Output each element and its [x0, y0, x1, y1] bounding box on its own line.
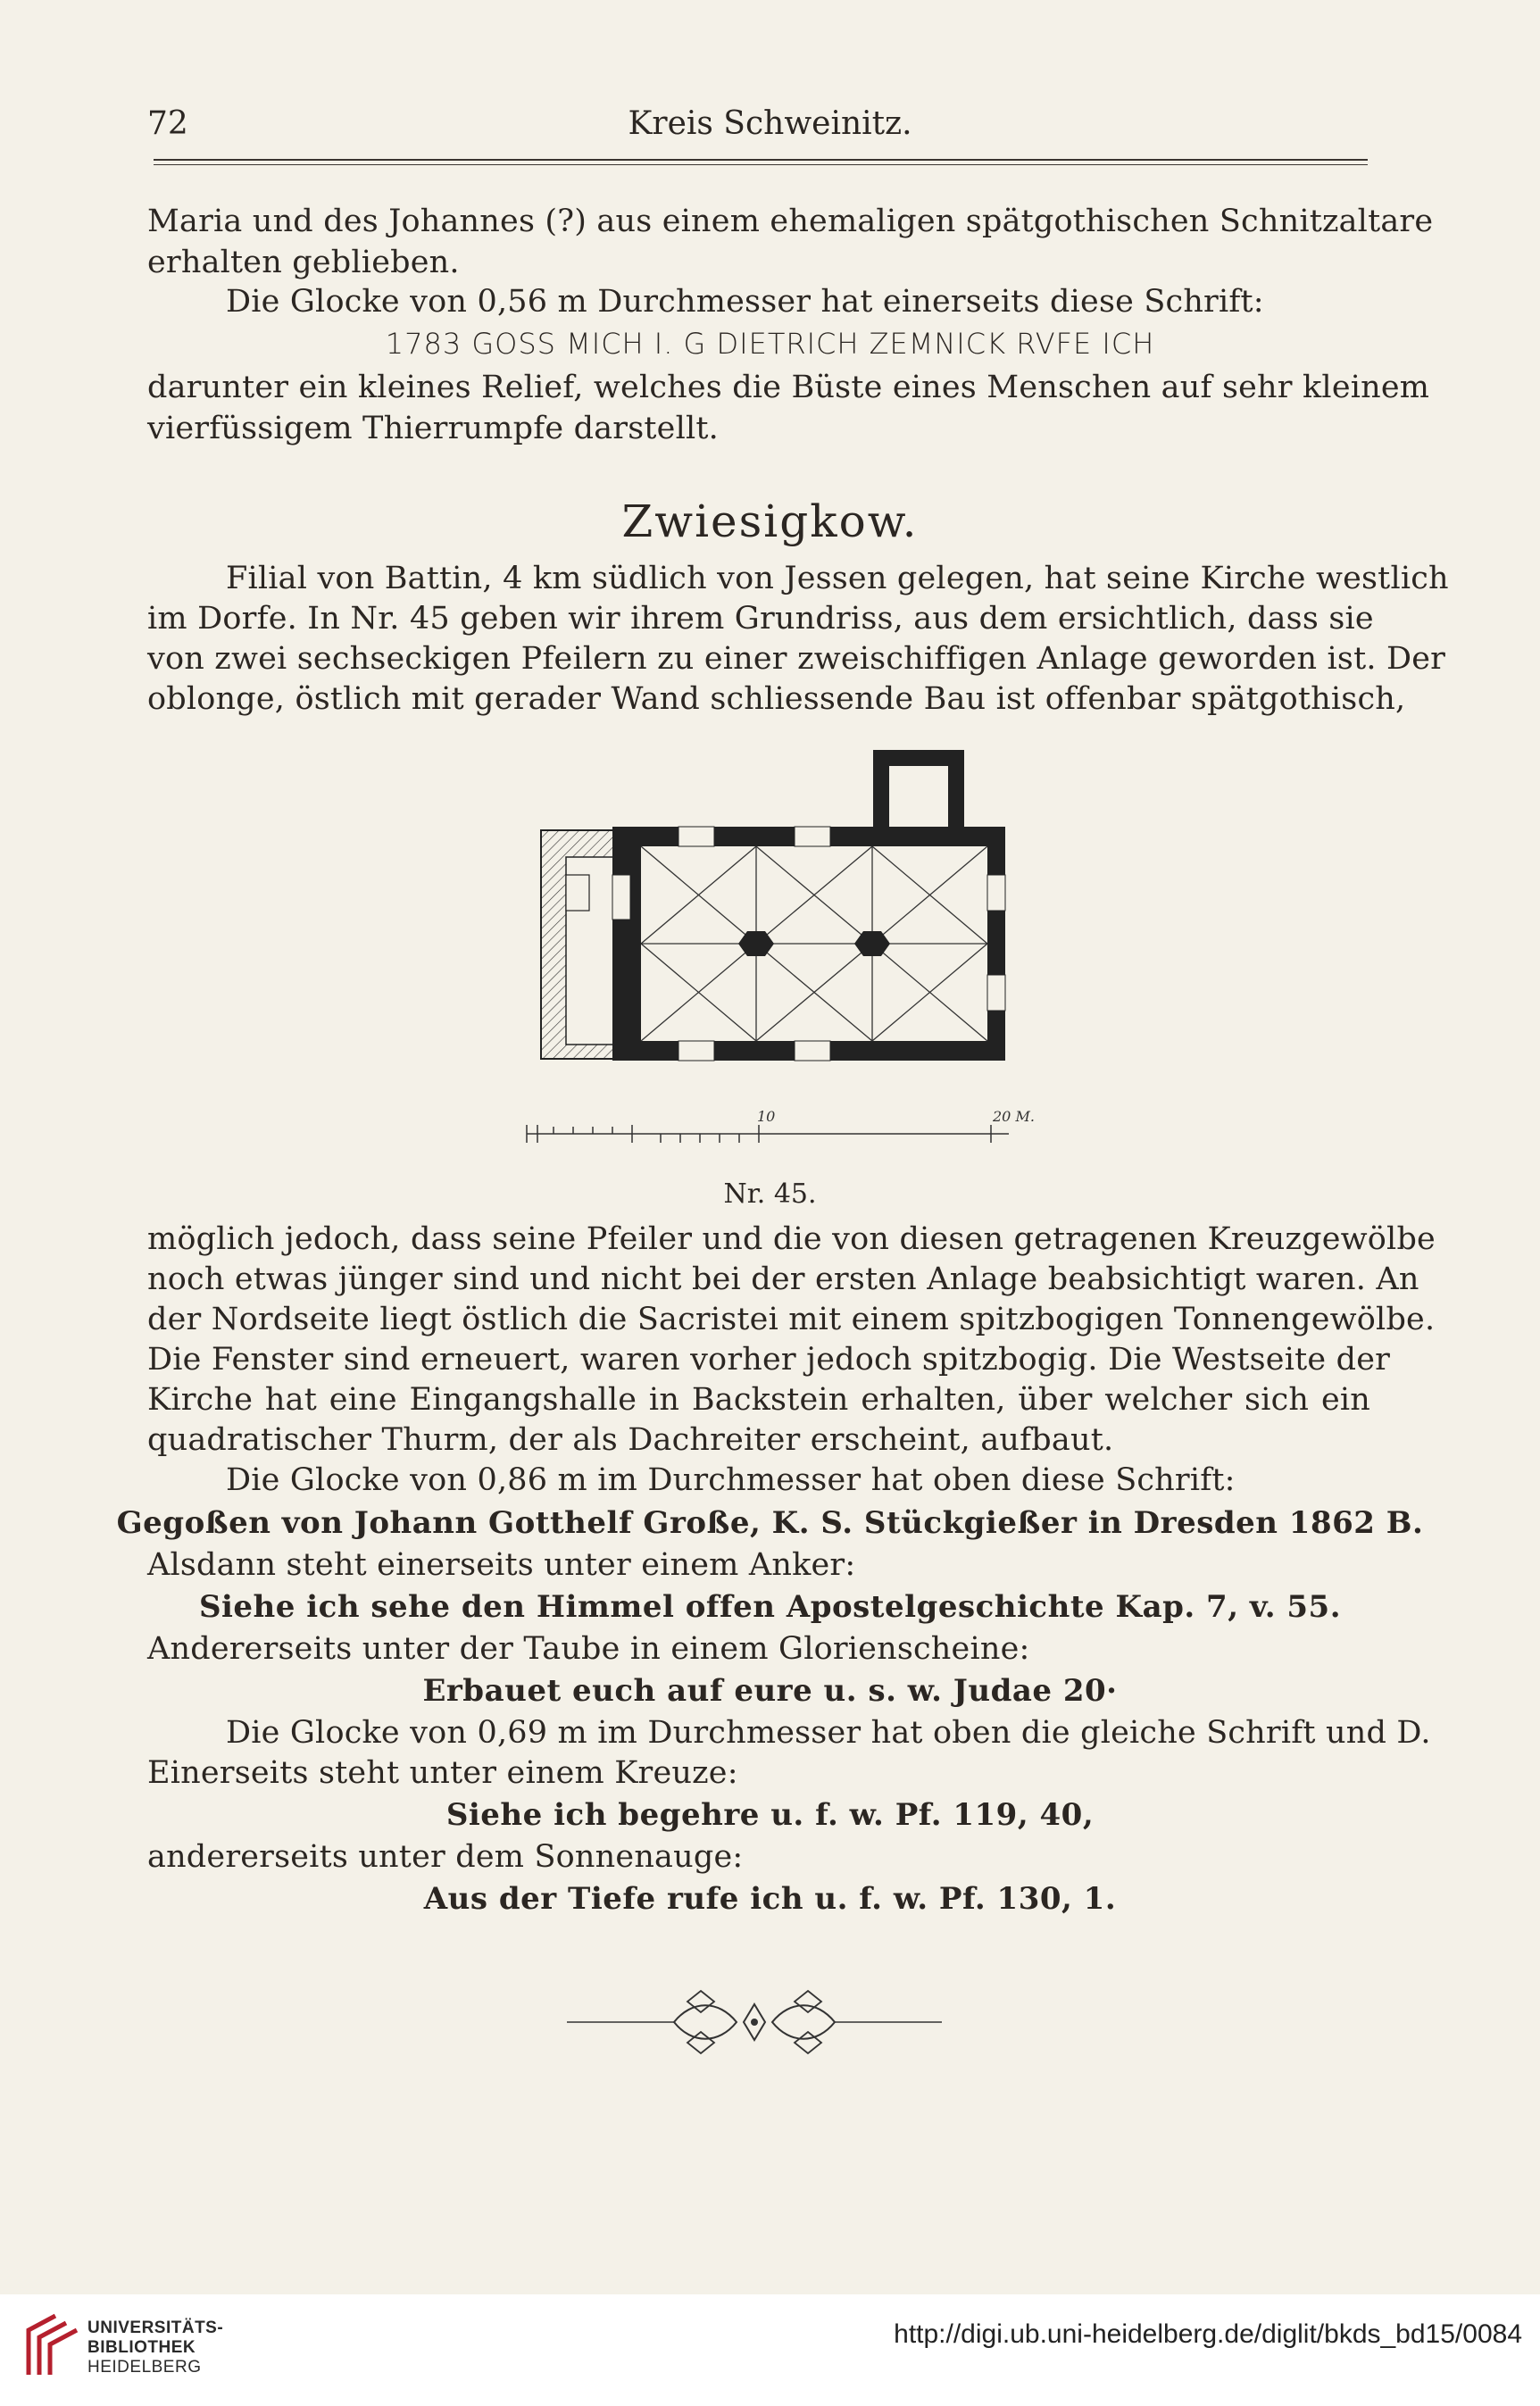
bell-inscription: Aus der Tiefe rufe ich u. f. w. Pf. 130, 1.: [423, 1881, 1117, 1917]
header-rule: [154, 159, 1368, 161]
text-line: darunter ein kleines Relief, welches die Büste eines Menschen auf sehr kleinem: [147, 370, 1430, 405]
bell-inscription: Siehe ich begehre u. f. w. Pf. 119, 40,: [445, 1797, 1095, 1833]
section-heading: Zwiesigkow.: [621, 495, 919, 547]
page-number: 72: [147, 105, 188, 142]
library-footer: [0, 2294, 1540, 2406]
text-line: noch etwas jünger sind und nicht bei der ersten Anlage beabsichtigt waren. An: [147, 1261, 1419, 1297]
text-line: der Nordseite liegt östlich die Sacristei mit einem spitzbogigen Tonnengewölbe.: [147, 1302, 1436, 1337]
text-line: andererseits unter dem Sonnenauge:: [147, 1839, 744, 1875]
text-line: Einerseits steht unter einem Kreuze:: [147, 1755, 738, 1791]
bell-inscription: Erbauet euch auf eure u. s. w. Judae 20·: [422, 1673, 1118, 1709]
text-line: Die Glocke von 0,69 m im Durchmesser hat oben die gleiche Schrift und D.: [226, 1715, 1431, 1751]
text-line: Die Glocke von 0,56 m Durchmesser hat einerseits diese Schrift:: [226, 284, 1264, 320]
library-name-line: HEIDELBERG: [87, 2358, 202, 2377]
source-url[interactable]: http://digi.ub.uni-heidelberg.de/diglit/bkds_bd15/0084: [894, 2319, 1522, 2349]
text-line: Maria und des Johannes (?) aus einem ehemaligen spätgothischen Schnitzaltare: [147, 204, 1434, 239]
bell-inscription: Siehe ich sehe den Himmel offen Apostelgeschichte Kap. 7, v. 55.: [198, 1589, 1342, 1625]
text-line: möglich jedoch, dass seine Pfeiler und die von diesen getragenen Kreuzgewölbe: [147, 1221, 1436, 1257]
text-line: Die Fenster sind erneuert, waren vorher jedoch spitzbogig. Die Westseite der: [147, 1342, 1391, 1378]
text-line: oblonge, östlich mit gerader Wand schliessende Bau ist offenbar spätgothisch,: [147, 681, 1406, 717]
library-logo-icon: [20, 2312, 82, 2377]
text-line: erhalten geblieben.: [147, 245, 460, 280]
text-line: Alsdann steht einerseits unter einem Anker:: [147, 1547, 856, 1583]
scale-label: 10: [757, 1108, 776, 1125]
scale-label: 20 M.: [993, 1108, 1035, 1125]
text-line: Andererseits unter der Taube in einem Glorienscheine:: [147, 1631, 1030, 1667]
library-name-line: UNIVERSITÄTS-: [87, 2319, 224, 2337]
text-line: Filial von Battin, 4 km südlich von Jessen gelegen, hat seine Kirche westlich: [226, 561, 1449, 596]
church-floor-plan: [527, 741, 1035, 1170]
text-line: Die Glocke von 0,86 m im Durchmesser hat oben diese Schrift:: [226, 1462, 1236, 1498]
figure-caption: Nr. 45.: [723, 1178, 817, 1210]
text-line: von zwei sechseckigen Pfeilern zu einer zweischiffigen Anlage geworden ist. Der: [147, 641, 1446, 677]
bell-inscription: 1783 GOSS MICH I. G DIETRICH ZEMNICK RVFE ICH: [385, 327, 1155, 361]
running-title: Kreis Schweinitz.: [628, 105, 912, 142]
text-line: im Dorfe. In Nr. 45 geben wir ihrem Grundriss, aus dem ersichtlich, dass sie: [147, 601, 1374, 637]
text-line: quadratischer Thurm, der als Dachreiter erscheint, aufbaut.: [147, 1422, 1114, 1458]
sacristy: [873, 750, 964, 839]
ornament-divider: [567, 1973, 942, 2071]
text-line: Kirche hat eine Eingangshalle in Backstein erhalten, über welcher sich ein: [147, 1382, 1370, 1418]
text-line: vierfüssigem Thierrumpfe darstellt.: [147, 411, 719, 446]
header-rule-thin: [154, 164, 1368, 165]
library-name-line: BIBLIOTHEK: [87, 2338, 196, 2357]
bell-inscription: Gegoßen von Johann Gotthelf Große, K. S. Stückgießer in Dresden 1862 B.: [116, 1505, 1424, 1541]
scale-bar: [527, 1125, 1009, 1143]
